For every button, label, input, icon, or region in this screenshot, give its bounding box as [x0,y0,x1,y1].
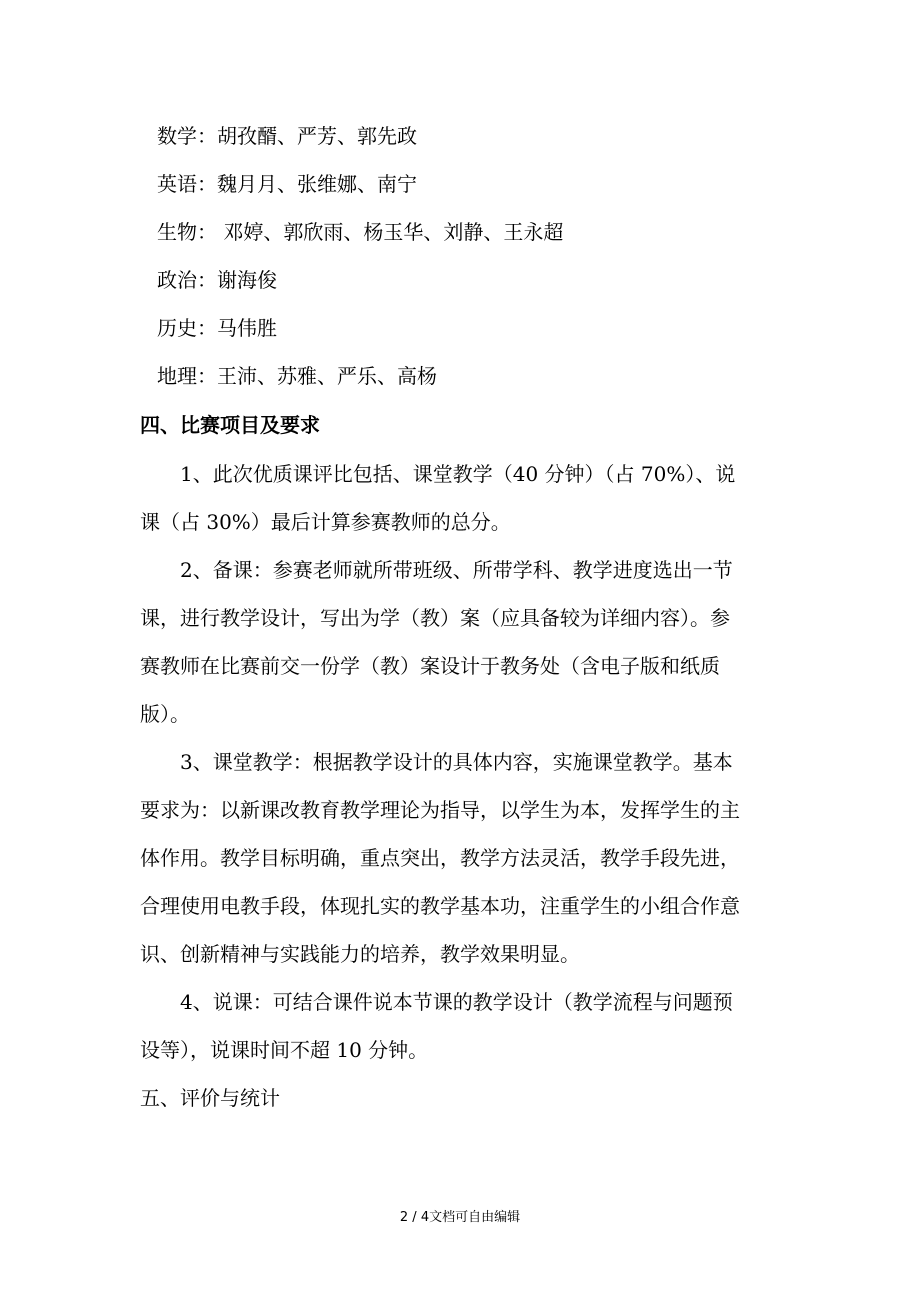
item1-line2: 课（占 30%）最后计算参赛教师的总分。 [140,510,511,534]
judges-history: 历史：马伟胜 [157,316,277,340]
item2-line2: 课，进行教学设计，写出为学（教）案（应具备较为详细内容）。参 [140,606,730,630]
item2-line1: 2、备课：参赛老师就所带班级、所带学科、教学进度选出一节 [180,558,733,582]
judges-math: 数学：胡孜醑、严芳、郭先政 [157,124,417,148]
section4-heading: 四、比赛项目及要求 [140,413,320,437]
judges-biology: 生物： 邓婷、郭欣雨、杨玉华、刘静、王永超 [157,220,564,244]
judges-english: 英语：魏月月、张维娜、南宁 [157,172,417,196]
item3-line5: 识、创新精神与实践能力的培养，教学效果明显。 [140,942,580,966]
section5-heading: 五、评价与统计 [140,1086,280,1110]
item4-line2: 设等），说课时间不超 10 分钟。 [140,1038,429,1062]
item4-line1: 4、说课：可结合课件说本节课的教学设计（教学流程与问题预 [180,990,733,1014]
item3-line1: 3、课堂教学：根据教学设计的具体内容，实施课堂教学。基本 [180,750,733,774]
item1-line1: 1、此次优质课评比包括、课堂教学（40 分钟）（占 70%）、说 [180,462,736,486]
item3-line3: 体作用。教学目标明确，重点突出，教学方法灵活，教学手段先进， [140,846,740,870]
item2-line4: 版）。 [140,702,190,726]
item2-line3: 赛教师在比赛前交一份学（教）案设计于教务处（含电子版和纸质 [140,654,720,678]
judges-geography: 地理：王沛、苏雅、严乐、高杨 [157,364,437,388]
item3-line4: 合理使用电教手段，体现扎实的教学基本功，注重学生的小组合作意 [140,894,740,918]
item3-line2: 要求为：以新课改教育教学理论为指导，以学生为本，发挥学生的主 [140,798,740,822]
judges-politics: 政治：谢海俊 [157,268,277,292]
page-footer: 2 / 4文档可自由编辑 [399,1210,521,1225]
